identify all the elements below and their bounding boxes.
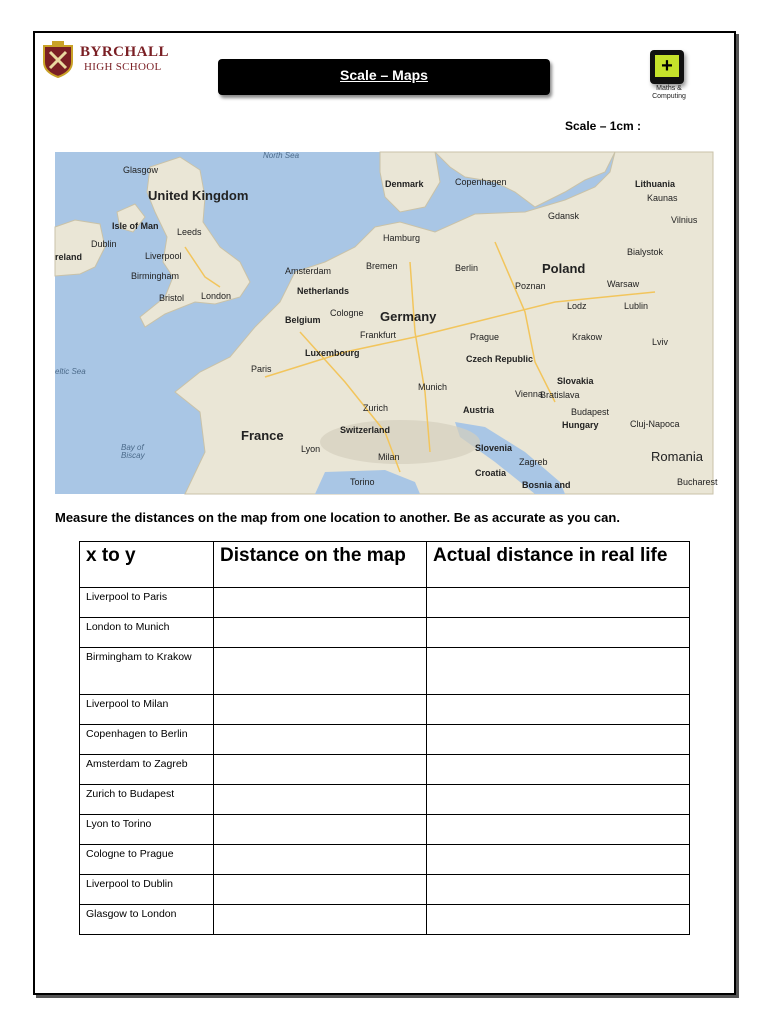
city-milan: Milan <box>378 452 400 462</box>
real-distance-cell[interactable] <box>427 725 690 755</box>
map-distance-cell[interactable] <box>214 845 427 875</box>
real-distance-cell[interactable] <box>427 875 690 905</box>
map-distance-cell[interactable] <box>214 588 427 618</box>
country-czech-republic: Czech Republic <box>466 354 534 364</box>
header-distance-map: Distance on the map <box>214 542 427 588</box>
map-distance-cell[interactable] <box>214 648 427 695</box>
city-paris: Paris <box>251 364 272 374</box>
city-bremen: Bremen <box>366 261 398 271</box>
city-poznan: Poznan <box>515 281 546 291</box>
city-bristol: Bristol <box>159 293 185 303</box>
country-ireland: reland <box>55 252 83 262</box>
country-france: France <box>241 428 284 443</box>
real-distance-cell[interactable] <box>427 695 690 725</box>
country-poland: Poland <box>542 261 586 276</box>
city-leeds: Leeds <box>177 227 202 237</box>
city-berlin: Berlin <box>455 263 479 273</box>
country-uk-1: United Kingdom <box>148 188 249 203</box>
city-torino: Torino <box>350 477 375 487</box>
city-munich: Munich <box>418 382 448 392</box>
city-hamburg: Hamburg <box>383 233 421 243</box>
badge-box <box>650 50 684 84</box>
real-distance-cell[interactable] <box>427 648 690 695</box>
city-copenhagen: Copenhagen <box>455 177 507 187</box>
city-krakow: Krakow <box>572 332 603 342</box>
country-slovenia: Slovenia <box>475 443 513 453</box>
maths-computing-badge <box>648 50 688 102</box>
row-route: Glasgow to London <box>80 905 214 935</box>
country-slovakia: Slovakia <box>557 376 594 386</box>
table-row <box>80 815 690 845</box>
row-route: Zurich to Budapest <box>80 785 214 815</box>
crest-icon <box>40 40 76 78</box>
row-route: Amsterdam to Zagreb <box>80 755 214 785</box>
real-distance-cell[interactable] <box>427 815 690 845</box>
table-row <box>80 588 690 618</box>
city-warsaw: Warsaw <box>607 279 640 289</box>
row-route: Copenhagen to Berlin <box>80 725 214 755</box>
header-x-to-y: x to y <box>80 542 214 588</box>
city-bucharest: Bucharest <box>677 477 718 487</box>
scale-label: Scale – 1cm : <box>565 119 642 133</box>
city-lyon: Lyon <box>301 444 321 454</box>
real-distance-cell[interactable] <box>427 618 690 648</box>
map-distance-cell[interactable] <box>214 618 427 648</box>
row-route: Lyon to Torino <box>80 815 214 845</box>
city-zagreb: Zagreb <box>519 457 548 467</box>
map-distance-cell[interactable] <box>214 725 427 755</box>
country-switzerland: Switzerland <box>340 425 391 435</box>
map-distance-cell[interactable] <box>214 785 427 815</box>
real-distance-cell[interactable] <box>427 588 690 618</box>
real-distance-cell[interactable] <box>427 905 690 935</box>
row-route: Birmingham to Krakow <box>80 648 214 695</box>
instructions: Measure the distances on the map from one location to another. Be as accurate as you can. <box>55 510 620 525</box>
city-dublin: Dublin <box>91 239 117 249</box>
country-luxembourg: Luxembourg <box>305 348 360 358</box>
table-header-row <box>80 542 690 588</box>
city-gdansk: Gdansk <box>548 211 580 221</box>
city-birmingham: Birmingham <box>131 271 180 281</box>
city-kaunas: Kaunas <box>647 193 678 203</box>
row-route: Liverpool to Milan <box>80 695 214 725</box>
city-cologne: Cologne <box>330 308 364 318</box>
country-croatia: Croatia <box>475 468 507 478</box>
row-route: Cologne to Prague <box>80 845 214 875</box>
table-row <box>80 695 690 725</box>
country-germany: Germany <box>380 309 437 324</box>
page-title: Scale – Maps <box>340 67 428 83</box>
country-hungary: Hungary <box>562 420 599 430</box>
badge-label: Maths & Computing <box>652 85 686 100</box>
city-bialystok: Bialystok <box>627 247 664 257</box>
map-distance-cell[interactable] <box>214 905 427 935</box>
real-distance-cell[interactable] <box>427 785 690 815</box>
map-distance-cell[interactable] <box>214 755 427 785</box>
country-romania: Romania <box>651 449 704 464</box>
table-row <box>80 755 690 785</box>
city-vienna: Vienna <box>515 389 543 399</box>
table-row <box>80 785 690 815</box>
map-distance-cell[interactable] <box>214 815 427 845</box>
row-route: Liverpool to Dublin <box>80 875 214 905</box>
table-row <box>80 875 690 905</box>
city-lviv: Lviv <box>652 337 669 347</box>
plus-icon: + <box>655 55 679 77</box>
city-isle-of-man: Isle of Man <box>112 221 159 231</box>
country-netherlands: Netherlands <box>297 286 350 296</box>
country-lithuania: Lithuania <box>635 179 675 189</box>
city-lublin: Lublin <box>624 301 649 311</box>
city-amsterdam: Amsterdam <box>285 266 332 276</box>
city-zurich: Zurich <box>363 403 389 413</box>
header-actual-distance: Actual distance in real life <box>427 542 690 588</box>
sea-celtic-sea: eltic Sea <box>55 367 86 376</box>
row-route: Liverpool to Paris <box>80 588 214 618</box>
map-distance-cell[interactable] <box>214 695 427 725</box>
city-london: London <box>201 291 232 301</box>
city-cluj-napoca: Cluj-Napoca <box>630 419 680 429</box>
country-denmark: Denmark <box>385 179 424 189</box>
row-route: London to Munich <box>80 618 214 648</box>
distance-table <box>79 541 690 935</box>
city-bratislava: Bratislava <box>540 390 580 400</box>
real-distance-cell[interactable] <box>427 755 690 785</box>
sea-bay-of-biscay: Bay of Biscay <box>121 443 145 460</box>
table-row <box>80 618 690 648</box>
country-bosnia: Bosnia and <box>522 480 571 490</box>
table-row <box>80 905 690 935</box>
europe-map <box>55 151 718 494</box>
city-frankfurt: Frankfurt <box>360 330 397 340</box>
table-row <box>80 648 690 695</box>
school-name: BYRCHALL <box>80 44 170 60</box>
table-row <box>80 725 690 755</box>
country-belgium: Belgium <box>285 315 321 325</box>
real-distance-cell[interactable] <box>427 845 690 875</box>
school-subtitle: HIGH SCHOOL <box>84 61 162 73</box>
city-lodz: Lodz <box>567 301 587 311</box>
city-glasgow: Glasgow <box>123 165 159 175</box>
school-logo <box>40 40 180 80</box>
country-austria: Austria <box>463 405 495 415</box>
city-liverpool: Liverpool <box>145 251 182 261</box>
map-distance-cell[interactable] <box>214 875 427 905</box>
city-vilnius: Vilnius <box>671 215 698 225</box>
city-budapest: Budapest <box>571 407 610 417</box>
title-banner <box>218 59 550 95</box>
city-prague: Prague <box>470 332 500 342</box>
table-row <box>80 845 690 875</box>
sea-north-sea: North Sea <box>263 151 300 160</box>
